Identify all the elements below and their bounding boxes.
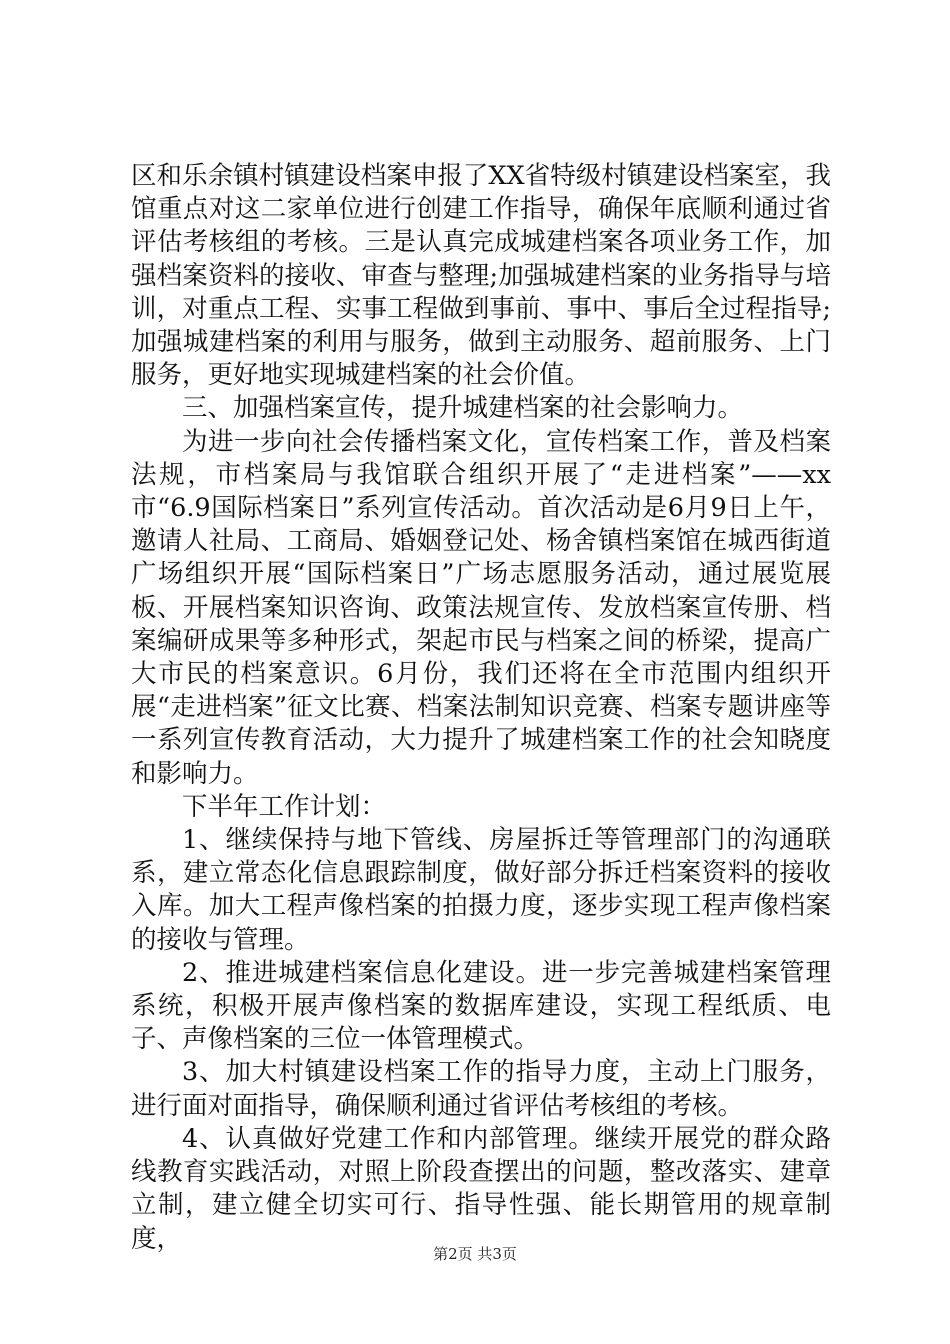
page-footer: 第2页 共3页	[433, 1245, 517, 1263]
paragraph-2: 三、加强档案宣传，提升城建档案的社会影响力。	[182, 393, 744, 424]
paragraph-8: 4、认真做好党建工作和内部管理。继续开展党的群众路线教育实践活动，对照上阶段查摆出的问题，整改落实、建章立制，建立健全切实可行、指导性强、能长期管用的规章制度，	[131, 1123, 831, 1254]
paragraph-1: 区和乐余镇村镇建设档案申报了XX省特级村镇建设档案室，我馆重点对这二家单位进行创建工作指导，确保年底顺利通过省评估考核组的考核。三是认真完成城建档案各项业务工作，加强档案资料的接收、审查与整理;加强城建档案的业务指导与培训，对重点工程、实事工程做到事前、事中、事后全过程指导;加强城建档案的利用与服务，做到主动服务、超前服务、上门服务，更好地实现城建档案的社会价值。	[131, 161, 831, 391]
paragraph-6: 2、推进城建档案信息化建设。进一步完善城建档案管理系统，积极开展声像档案的数据库建设，实现工程纸质、电子、声像档案的三位一体管理模式。	[131, 957, 831, 1055]
paragraph-3: 为进一步向社会传播档案文化，宣传档案工作，普及档案法规，市档案局与我馆联合组织开展了“走进档案”——xx市“6.9国际档案日”系列宣传活动。首次活动是6月9日上午，邀请人社局、工商局、婚姻登记处、杨舍镇档案馆在城西街道广场组织开展“国际档案日”广场志愿服务活动，通过展览展板、开展档案知识咨询、政策法规宣传、发放档案宣传册、档案编研成果等多种形式，架起市民与档案之间的桥梁，提高广大市民的档案意识。6月份，我们还将在全市范围内组织开展“走进档案”征文比赛、档案法制知识竞赛、档案专题讲座等一系列宣传教育活动，大力提升了城建档案工作的社会知晓度和影响力。	[131, 426, 831, 789]
paragraph-7: 3、加大村镇建设档案工作的指导力度，主动上门服务，进行面对面指导，确保顺利通过省评估考核组的考核。	[131, 1057, 831, 1121]
document-body	[131, 160, 831, 1256]
paragraph-4: 下半年工作计划：	[182, 791, 387, 822]
paragraph-5: 1、继续保持与地下管线、房屋拆迁等管理部门的沟通联系，建立常态化信息跟踪制度，做好部分拆迁档案资料的接收入库。加大工程声像档案的拍摄力度，逐步实现工程声像档案的接收与管理。	[131, 825, 831, 955]
